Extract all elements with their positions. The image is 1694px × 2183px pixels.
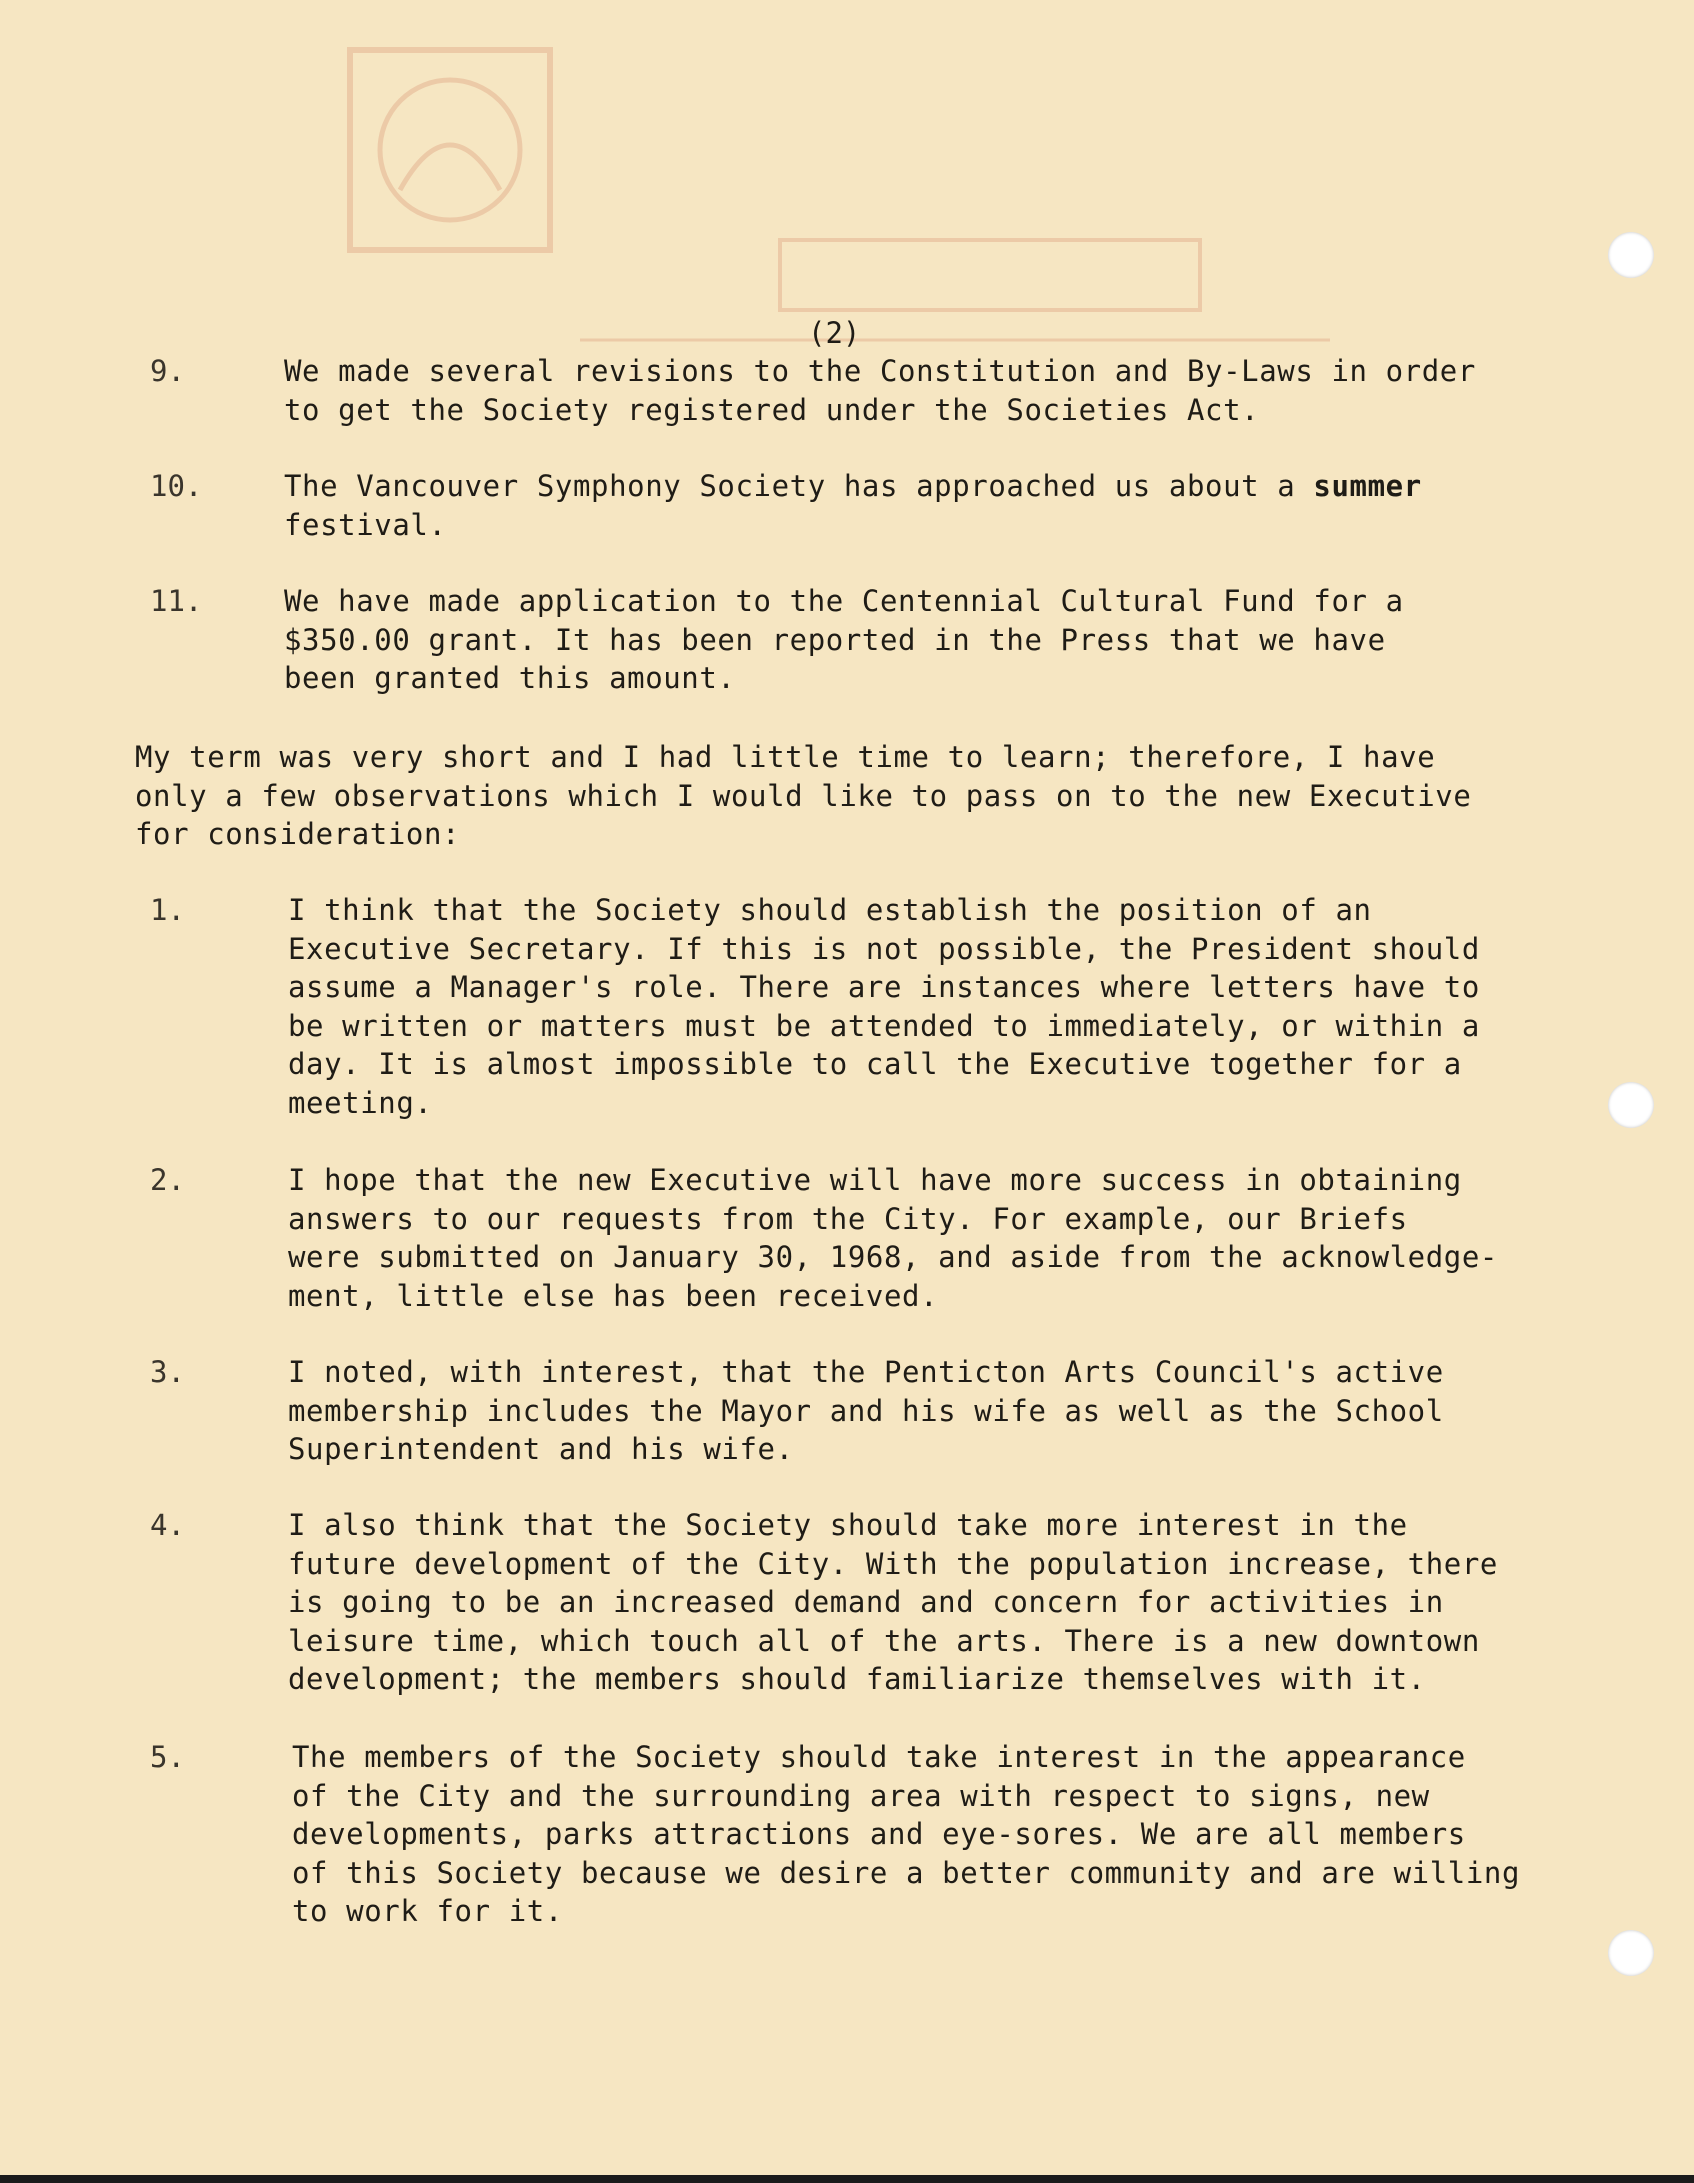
item-number: 11.: [150, 584, 203, 618]
item-number: 1.: [150, 893, 185, 927]
item-number: 9.: [150, 354, 185, 388]
item-text: We have made application to the Centennial Cultural Fund for a $350.00 grant. It has been reported in the Press that we have been granted this amount.: [284, 584, 1404, 695]
observations-intro: My term was very short and I had little time to learn; therefore, I have only a few observations which I would like to pass on to the new Executive for consideration:: [135, 740, 1472, 851]
item-text: I noted, with interest, that the Penticton Arts Council's active membership includes the Mayor and his wife as well as the School Superintendent and his wife.: [288, 1355, 1444, 1466]
bold-word: summer: [1313, 469, 1422, 503]
item-number: 4.: [150, 1508, 185, 1542]
list-item: [150, 352, 1610, 429]
item-text: We made several revisions to the Constitution and By-Laws in order to get the Society registered under the Societies Act.: [284, 354, 1476, 427]
list-item: [150, 1506, 1610, 1699]
list-item: [150, 891, 1610, 1122]
list-item: [150, 582, 1610, 698]
item-text: I think that the Society should establish the position of an Executive Secretary. If this is not possible, the President should assume a Manager's role. There are instances where letters have to be written or matters must be attended to immediately, or within a day. It is almost impossible to call the Executive together for a meeting.: [288, 893, 1480, 1120]
item-text: The members of the Society should take interest in the appearance of the City and the surrounding area with respect to signs, new developments, parks attractions and eye-sores. We are all members of this Society because we desire a better community and are willing to work for it.: [292, 1740, 1521, 1928]
binder-hole-bottom: [1608, 1930, 1654, 1976]
item-number: 3.: [150, 1355, 185, 1389]
page-number: (2): [808, 316, 861, 350]
item-text: I hope that the new Executive will have more success in obtaining answers to our requests from the City. For example, our Briefs were submitted on January 30, 1968, and aside from the acknowledge- ment, little else has been received.: [288, 1163, 1498, 1313]
item-number: 5.: [150, 1740, 185, 1774]
list-item: [150, 1353, 1610, 1469]
list-item: [150, 467, 1610, 544]
item-text: I also think that the Society should take more interest in the future development of the City. With the population increase, there is going to be an increased demand and concern for activities in leisure time, which touch all of the arts. There is a new downtown development; the members should familiarize themselves with it.: [288, 1508, 1498, 1696]
item-text: The Vancouver Symphony Society has approached us about a summer festival.: [284, 469, 1422, 542]
binder-hole-middle: [1608, 1082, 1654, 1128]
list-item: [150, 1738, 1610, 1931]
faded-letterhead-logo: [330, 40, 1430, 360]
binder-hole-top: [1608, 232, 1654, 278]
list-item: [150, 1161, 1610, 1315]
scan-bottom-edge: [0, 2175, 1694, 2183]
item-number: 10.: [150, 469, 203, 503]
item-number: 2.: [150, 1163, 185, 1197]
